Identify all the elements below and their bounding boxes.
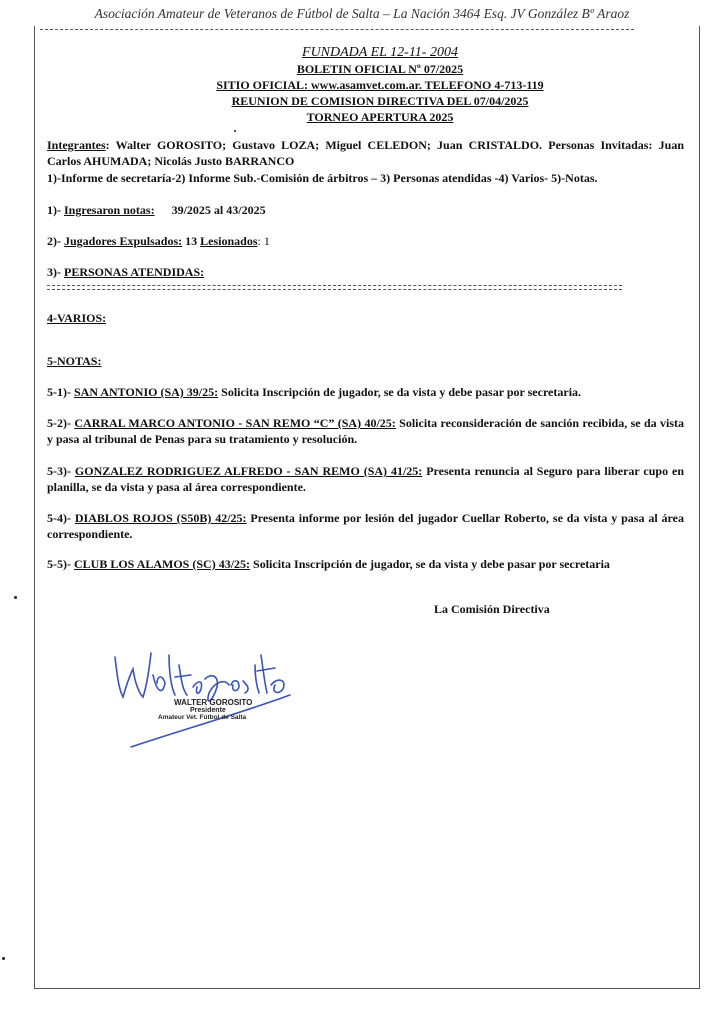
meeting-title: REUNION DE COMISION DIRECTIVA DEL 07/04/2025 bbox=[231, 94, 529, 108]
tournament-title: TORNEO APERTURA 2025 bbox=[306, 110, 454, 124]
note-text: Presenta renuncia al Seguro para liberar cupo en planilla, se da vista y pasa al área correspondiente. bbox=[47, 464, 684, 494]
founded-date: FUNDADA EL 12-11- 2004 bbox=[302, 45, 458, 60]
signature-stroke bbox=[175, 665, 191, 695]
bulletin-number: BOLETIN OFICIAL Nº 07/2025 bbox=[296, 62, 464, 76]
signature-handwriting: WalterGorosito bbox=[105, 635, 112, 636]
stamp-organization: Amateur Vet. Fútbol de Salta bbox=[158, 714, 247, 721]
item-players bbox=[47, 233, 684, 249]
agenda bbox=[47, 170, 684, 186]
note-reference: CARRAL MARCO ANTONIO - SAN REMO “C” (SA) 40/25: bbox=[74, 416, 396, 430]
section-divider bbox=[47, 289, 622, 290]
signature-stroke bbox=[271, 680, 284, 692]
note-reference: SAN ANTONIO (SA) 39/25: bbox=[74, 385, 219, 399]
members-text: : Walter GOROSITO; Gustavo LOZA; Miguel CELEDON; Juan CRISTALDO. Personas Invitadas: Juan Carlos AHUMADA; Nicolás Justo BARRANCO bbox=[47, 138, 684, 168]
signature-stroke bbox=[169, 655, 175, 695]
item-prefix: 1)- bbox=[47, 203, 64, 217]
header-divider bbox=[40, 29, 634, 30]
received-notes-label: Ingresaron notas: bbox=[64, 203, 155, 217]
official-site: SITIO OFICIAL: www.asamvet.com.ar. TELEFONO 4-713-119 bbox=[216, 78, 544, 92]
note-reference: CLUB LOS ALAMOS (SC) 43/25: bbox=[74, 557, 251, 571]
note-text: Solicita reconsideración de sanción recibida, se da vista y pasa al tribunal de Penas para su tratamiento y resolución. bbox=[47, 416, 684, 446]
note-5-4 bbox=[47, 510, 684, 542]
signature bbox=[105, 635, 305, 750]
closing-text: La Comisión Directiva bbox=[434, 602, 550, 616]
signature-stroke bbox=[115, 653, 151, 697]
note-reference: GONZALEZ RODRIGUEZ ALFREDO - SAN REMO (SA) 41/25: bbox=[74, 464, 423, 478]
signature-stroke bbox=[255, 665, 259, 693]
letterhead: Asociación Amateur de Veteranos de Fútbol de Salta – La Nación 3464 Esq. JV González Bº Araoz bbox=[94, 6, 630, 21]
scan-speck bbox=[234, 130, 236, 132]
section-divider bbox=[47, 285, 622, 286]
item-prefix: 2)- bbox=[47, 234, 64, 248]
signature-stroke bbox=[243, 681, 248, 693]
note-prefix: 5-3)- bbox=[47, 464, 75, 478]
signature-stroke bbox=[153, 675, 165, 691]
note-5-5 bbox=[47, 556, 684, 572]
item-various bbox=[47, 310, 684, 326]
expelled-value: 13 bbox=[182, 234, 201, 248]
note-reference: DIABLOS ROJOS (S50B) 42/25: bbox=[74, 511, 247, 525]
members-paragraph bbox=[47, 137, 684, 169]
note-prefix: 5-2)- bbox=[47, 416, 75, 430]
item-notes bbox=[47, 353, 684, 369]
received-notes-value: 39/2025 al 43/2025 bbox=[171, 203, 266, 217]
note-text: Presenta informe por lesión del jugador Cuellar Roberto, se da vista y pasa al área correspondiente. bbox=[47, 511, 684, 541]
item-prefix: 3)- bbox=[47, 265, 64, 279]
note-5-2 bbox=[47, 415, 684, 447]
injured-label: Lesionados bbox=[200, 234, 258, 248]
notes-label: 5-NOTAS: bbox=[47, 354, 102, 368]
injured-value: : 1 bbox=[257, 234, 270, 248]
note-prefix: 5-1)- bbox=[47, 385, 74, 399]
stamp-role: Presidente bbox=[190, 707, 226, 714]
note-text: Solicita Inscripción de jugador, se da vista y debe pasar por secretaria bbox=[250, 557, 610, 571]
scan-speck bbox=[2, 957, 5, 960]
closing-signoff bbox=[434, 601, 634, 617]
signature-stroke bbox=[231, 681, 239, 691]
scan-speck bbox=[14, 596, 17, 599]
members-label: Integrantes bbox=[47, 138, 106, 152]
note-prefix: 5-5)- bbox=[47, 557, 74, 571]
note-prefix: 5-4)- bbox=[47, 511, 75, 525]
expelled-label: Jugadores Expulsados: bbox=[64, 234, 183, 248]
stamp-name: WALTER GOROSITO bbox=[174, 698, 253, 707]
note-text: Solicita Inscripción de jugador, se da vista y debe pasar por secretaria. bbox=[218, 385, 582, 399]
people-attended-label: PERSONAS ATENDIDAS: bbox=[64, 265, 205, 279]
note-5-3 bbox=[47, 463, 684, 495]
note-5-1 bbox=[47, 384, 684, 400]
signature-stroke bbox=[193, 682, 202, 693]
item-people-attended bbox=[47, 264, 684, 280]
agenda-text: 1)-Informe de secretaría-2) Informe Sub.-Comisión de árbitros – 3) Personas atendidas -4) Varios- 5)-Notas. bbox=[47, 171, 598, 185]
item-received-notes bbox=[47, 202, 684, 218]
signature-stroke bbox=[257, 655, 275, 693]
various-label: 4-VARIOS: bbox=[47, 311, 107, 325]
